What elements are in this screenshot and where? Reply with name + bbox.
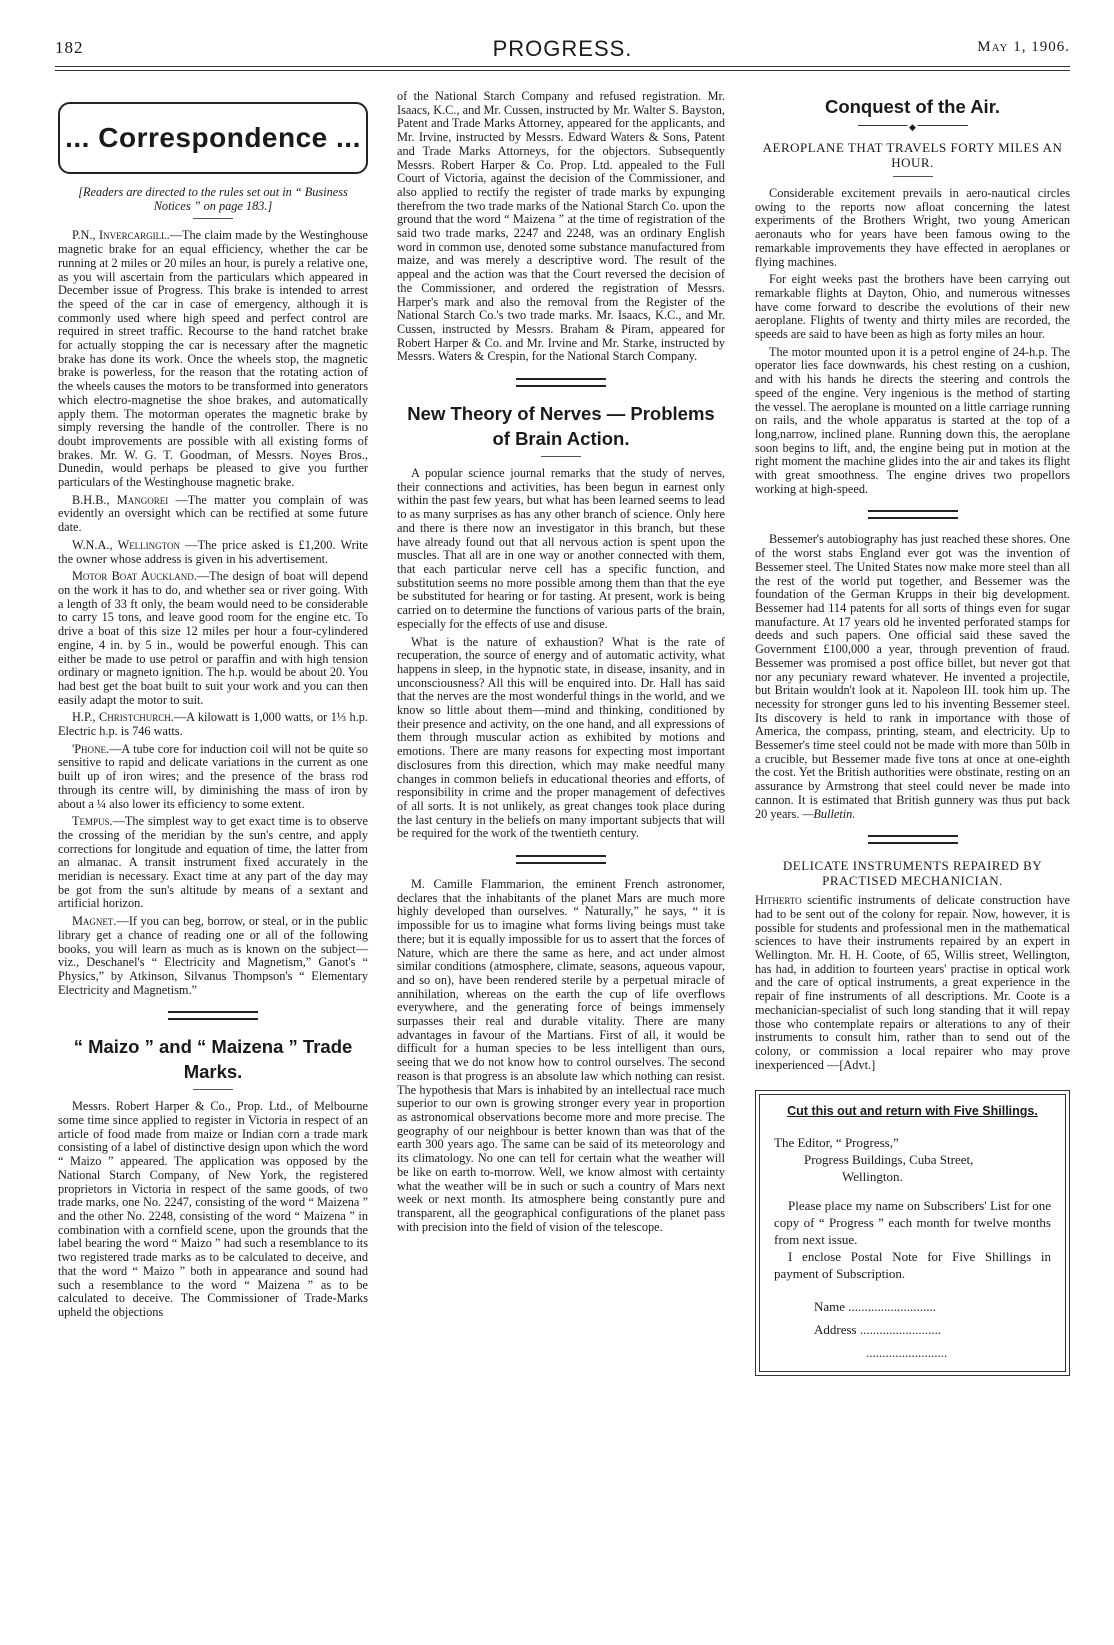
page-number: 182 xyxy=(55,38,84,57)
air-paragraph: For eight weeks past the brothers have been carrying out remarkable flights at Dayton, Ohio, and numerous witnesses have come forward to describe the evolutions of their new aeroplane. Flights of twenty and thirty miles are recorded, the speeds are said to have been as high as forty miles an hour. xyxy=(755,272,1070,342)
section-divider xyxy=(868,510,958,519)
letter-correspondent: Magnet. xyxy=(72,914,117,929)
divider xyxy=(193,1089,233,1090)
letter-entry xyxy=(58,915,368,997)
letter-entry xyxy=(58,494,368,535)
letter-entry xyxy=(58,539,368,566)
letter-entry xyxy=(58,570,368,707)
coupon-inner xyxy=(759,1094,1066,1372)
bessemer-source: —Bulletin. xyxy=(802,806,856,821)
coupon-address-field[interactable]: Address ......................... xyxy=(814,1322,942,1338)
maizo-article-continued: of the National Starch Company and refused registration. Mr. Isaacs, K.C., and Mr. Cussen, instructed by Mr. Walter S. Bayston, Patent and Trade Marks Attorney, appeared for the applicants, and Mr. Irvine, instructed by Messrs. Edward Waters & Sons, Patent and Trade Marks Attorneys, for the objectors. Subsequently Messrs. Robert Harper & Co. Prop. Ltd. appealed to the Full Court of Victoria, against the decision of the Commissioner, and also applied to rectify the register of trade marks by expunging therefrom the two trade marks of the National Starch Co. upon the ground that the word “ Maizena ” at the time of registration of the said two trade marks, 2247 and 2248, was an ordinary English word in common use, denoted some substance manufactured from maize, and was merely a descriptive word. The result of the appeal and the action was that the Court reversed the decision of the Commissioner, and ordered the registration of Messrs. Harper's mark and also the removal from the Register of the National Starch Co.'s two trade marks. Mr. Isaacs, K.C., and Mr. Cussen, instructed by Messrs. Braham & Piram, appeared for Robert Harper & Co. and Mr. Irvine and Mr. Starke, instructed by Messrs. Waters & Crespin, for the National Starch Company. xyxy=(397,89,725,364)
header-rule xyxy=(55,66,1070,67)
letter-text: —If you can beg, borrow, or steal, or in the public library get a chance of reading one or all of the following books, you will learn as much as is known on the subject—viz., Deschanel's “ Electricity and Magnetism,” Ganot's “ Physics,” by Atkinson, Silvanus Thompson's “ Elementary Electricity and Magnetism.” xyxy=(58,914,368,997)
divider xyxy=(541,456,581,457)
subscription-coupon[interactable] xyxy=(755,1090,1070,1376)
instruments-advert-text xyxy=(755,894,1070,1072)
letter-entry xyxy=(58,743,368,812)
divider xyxy=(193,218,233,219)
ornament-divider xyxy=(858,122,968,132)
spacer xyxy=(774,1282,1051,1292)
masthead: PROGRESS. xyxy=(492,36,633,61)
correspondence-title-box xyxy=(58,102,368,174)
section-divider xyxy=(168,1011,258,1020)
column-middle xyxy=(397,90,725,1238)
instruments-advert-title: DELICATE INSTRUMENTS REPAIRED BY PRACTISED MECHANICIAN. xyxy=(782,858,1043,889)
page-header xyxy=(55,38,1070,66)
coupon-title: Cut this out and return with Five Shillings. xyxy=(787,1104,1038,1119)
air-paragraph: Considerable excitement prevails in aero-nautical circles owing to the reports now afloat concerning the latest experiments of the Brothers Wright, two young American aeronauts who for years have been famous owing to the remarkable improvements they have effected in aeroplanes or flying machines. xyxy=(755,186,1070,269)
letter-text: —A tube core for induction coil will not be quite so sensitive to rapid and delicate variations in the current as one built up of iron wires; and the presence of the brass rod through its centre will, by diminishing the mass of iron by about a ¼ also lower its efficiency to some extent. xyxy=(58,741,368,811)
coupon-address-city: Wellington. xyxy=(842,1169,903,1185)
header-rule-secondary xyxy=(55,70,1070,71)
nerves-paragraph: A popular science journal remarks that the study of nerves, their connections and activities, has been begun in earnest only within the past few years, but what has been learned seems to lead to as many surprises as has any other branch of science. Only here and there is there now an investigator in this branch, but these have already found out that all nervous action is spent upon the muscles. That all are in one way or another connected with them, that each particular nerve cell has a specific function, and substitution seems no more possible among them than that the eye be substituted for hearing or for tasting. At present, work is being carried on to determine the functions of various parts of the brain, especially for the effects of use and disuse. xyxy=(397,466,725,631)
letter-correspondent: W.N.A., Wellington xyxy=(72,537,181,552)
letter-correspondent: B.H.B., Mangorei xyxy=(72,492,169,507)
letter-entry xyxy=(58,711,368,738)
letter-correspondent: P.N., Invercargill. xyxy=(72,228,170,243)
letter-correspondent: Tempus. xyxy=(72,814,113,829)
instruments-body: scientific instruments of delicate construction have had to be sent out of the colony for repair. Now, however, it is possible for students and professional men in the mathematical sciences to have their instruments repaired by an expert in Wellington. Mr. H. H. Coote, of 65, Willis street, Wellington, has had, in addition to fourteen years' practise in optical work and the care of optical instruments, a great experience in the repair of fine instruments of all descriptions. Mr. Coote is a mechanician-specialist of such long standing that it will repay those who contemplate repairs or alterations to any of their instruments to consult him, rather than to send out of the colony, or commission a local repairer who may prove inexperienced —[Advt.] xyxy=(755,893,1070,1072)
letter-text: —The price asked is £1,200. Write the owner whose address is given in his advertisement. xyxy=(58,537,368,566)
coupon-request: Please place my name on Subscribers' List for one copy of “ Progress ” each month for twelve months from next issue. xyxy=(774,1198,1051,1248)
coupon-enclosure: I enclose Postal Note for Five Shillings in payment of Subscription. xyxy=(774,1249,1051,1282)
coupon-address-field-2[interactable]: ......................... xyxy=(866,1345,948,1361)
letter-text: —The matter you complain of was evidently an oversight which can be rectified at some future date. xyxy=(58,492,369,535)
bessemer-text: Bessemer's autobiography has just reached these shores. One of the worst stabs England ever got was the invention of Bessemer steel. The United States now make more steel than all the rest of the world put together, and Bessemer was the foundation of the German Krupps in their big development. Bessemer had 114 patents for all sorts of things even for sugar manufacture. At 17 years old he invented perforated stamps for deeds and such papers. One official said these saved the Government £100,000 a year, through prevention of fraud. Bessemer was promised a post office billet, but never got that nor any pecuniary reward whatever. He invented a projectile, but Britain wouldn't look at it. Napoleon III. took him up. The necessity for stronger guns led to his inventing Bessemer steel. Its discovery is held to rank in importance with those of America, the compass, printing, steam, and electricity. Up to Bessemer's time steel could not be made with more than 50lb in a crucible, but Bessemer made five tons at once at one-eighth the cost. Yet the British authorities were obstinate, resting on an assurance by Armstrong that steel could never be made into cannon. It is estimated that British gunnery was thus put back 20 years. xyxy=(755,532,1070,821)
instruments-lead: Hitherto xyxy=(755,893,802,908)
divider xyxy=(893,176,933,177)
column-right xyxy=(755,92,1070,1376)
letter-text: —A kilowatt is 1,000 watts, or 1⅓ h.p. Electric h.p. is 746 watts. xyxy=(58,710,368,739)
section-divider xyxy=(868,835,958,844)
mars-article-text: M. Camille Flammarion, the eminent French astronomer, declares that the inhabitants of the planet Mars are much more highly developed than ourselves. “ Naturally,” he says, “ it is impossible for us to imagine what forms living beings must take there; but it is equally impossible for us to assert that the forces of Nature, which are there the same as here, and act under almost similar conditions (atmosphere, climate, seasons, aqueous vapour, and so on), have been rendered sterile by a perpetual miracle of annihilation, whereas on the earth the cup of life overflows everywhere, and the generating force of beings immensely surpasses their real and durable vitality. There are many advantages in favour of the Martians. First of all, it would be difficult for a human species to be less intelligent than ours, seeing that we do not know how to control ourselves. The second reason is that progress is an absolute law which nothing can resist. The hypothesis that Mars is inhabited by an intellectual race much superior to our own is growing stronger every year in proportion as astronomical observations become more and more precise. The geography of our neighbour is better known than was that of the earth 300 years ago. The same can be said of its meteorology and its climatology. No one can tell for certain what the weather will be like on earth to-morrow. Well, we know almost with certainty what the weather will be in such or such a country of Mars next week or next month. Its atmosphere being constantly pure and transparent, all the geographical configurations of the planet pass with precision into the field of vision of the telescope. xyxy=(397,877,725,1234)
letter-text: —The design of boat will depend on the work it has to do, and whether sea or river going. With a length of 33 ft only, the beam would need to be considerable to carry 15 tons, and leave good room for the engine etc. To drive a boat of this size 12 miles per hour a four-cylindered engine, 4 in. by 5 in., would be powerful enough. This can either be made to use petrol or paraffin and with high tension ordinary or magneto ignition. The h.p. would be about 20. You had best get the boat built to suit your work and you can then easily adapt the motor to suit. xyxy=(58,569,368,707)
maizo-article-title: “ Maizo ” and “ Maizena ” Trade Marks. xyxy=(73,1036,353,1083)
coupon-addressee: The Editor, “ Progress,” xyxy=(774,1135,899,1151)
column-left xyxy=(58,92,368,1324)
letter-correspondent: Motor Boat Auckland. xyxy=(72,569,197,584)
maizo-article-text: Messrs. Robert Harper & Co., Prop. Ltd., of Melbourne some time since applied to register in Victoria in respect of an article of food made from maize or Indian corn a trade mark consisting of a label of distinctive design upon which the word “ Maizo ” appeared. The application was opposed by the National Starch Company, of New York, the registered proprietors in Victoria in respect of the same goods, of two trade marks, one No. 2247, consisting of the word “ Maizena ” and the other No. 2248, consisting of the word “ Maizena ” in combination with a cornfield scene, upon the grounds that the label bearing the word “ Maizo ” had such a resemblance to its two registered trade marks as to be calculated to deceive, and that the word “ Maizo ” both in appearance and sound had such a resemblance to the word “ Maizena ” as to be calculated to deceive. The Commissioner of Trade-Marks upheld the objections xyxy=(58,1099,368,1319)
issue-date: May 1, 1906. xyxy=(977,39,1070,55)
letter-entry xyxy=(58,229,368,489)
correspondence-title: ... Correspondence ... xyxy=(65,122,361,154)
air-article-title: Conquest of the Air. xyxy=(824,96,1001,117)
air-article-subtitle: AEROPLANE THAT TRAVELS FORTY MILES AN HOUR. xyxy=(762,140,1063,170)
letter-correspondent: 'Phone. xyxy=(72,741,110,756)
section-divider xyxy=(516,378,606,387)
coupon-address-line: Progress Buildings, Cuba Street, xyxy=(804,1152,974,1168)
air-paragraph: The motor mounted upon it is a petrol engine of 24-h.p. The operator lies face downwards, his chest resting on a cushion, and with his hands he directs the steering and controls the speed of the engine. Very ingenious is the method of starting the vessel. The aeroplane is mounted on a little carriage running on rails, and the whole apparatus is started at the top of a long,narrow, inclined plane. Running down this, the aeroplane soon begins to lift, and, the engine being put in motion at the right moment the machine glides into the air and takes its flight with great smoothness. The engine drives two propellors working at high-speed. xyxy=(755,344,1070,496)
bessemer-article-text xyxy=(755,533,1070,821)
diamond-icon: ◆ xyxy=(907,121,918,135)
nerves-paragraph: What is the nature of exhaustion? What is the rate of recuperation, the source of energy and of automatic activity, what happens in sleep, in the hypnotic state, in disease, insanity, and in unconsciousness? All this will be enquired into. Dr. Hall has said that the nerves are the most wonderful things in the world, and we know so little about them—mind and thinking, conditioned by their presence and activity, on the one hand, and all expressions of them through muscular action as exhibited by motions and emotions. There are many reasons for expecting most important disclosures from this direction, which may make needful many changes in common beliefs in educational theories and efforts, of responsibility in crime and the proper management of defectives of all sorts. It is not unlikely, as great changes took place during the last century in the beliefs on many important subjects that will be required for the work of the twentieth century. xyxy=(397,634,725,841)
letter-text: —The simplest way to get exact time is to observe the crossing of the meridian by the sun's centre, and apply corrections for longitude and equation of time, the latter from an almanac. A transit instrument fixed accurately in the meridian is necessary. Exact time at any part of the day may be got from the sun's altitude by means of a sextant and artificial horizon. xyxy=(58,814,368,911)
letter-correspondent: H.P., Christchurch. xyxy=(72,710,174,725)
section-divider xyxy=(516,855,606,864)
nerves-article-title: New Theory of Nerves — Problems of Brain Action. xyxy=(407,403,715,450)
letter-text: —The claim made by the Westinghouse magnetic brake for an equal efficiency, whether the car be running at 2 miles or 20 miles an hour, is purely a relative one, as you will ascertain from the particulars which appeared in December issue of Progress. This brake is intended to arrest the speed of the car in case of emergency, although it is commonly used where high speed and perfect control are required in street traffic. Recourse to the hand ratchet brake for actually stopping the car is necessary after the magnetic brake has done its work. Once the wheels stop, the magnetic brake is powerless, for the reason that the rotating action of the wheels causes the motors to be transformed into generators which electro-magnetise the shoe brakes, and automatically apply them. The motorman operates the magnetic brake by simply reversing the handle of the controller. There is no doubt improvements are possible with all existing forms of brakes. Mr. W. G. T. Goodman, of Messrs. Noyes Bros., Dunedin, would perhaps be pleased to give you further particulars of the Westinghouse magnetic brake. xyxy=(58,228,368,490)
correspondence-note: [Readers are directed to the rules set out in “ Business Notices ” on page 183.] xyxy=(78,185,348,213)
coupon-name-field[interactable]: Name ........................... xyxy=(814,1299,937,1315)
letter-entry xyxy=(58,815,368,911)
